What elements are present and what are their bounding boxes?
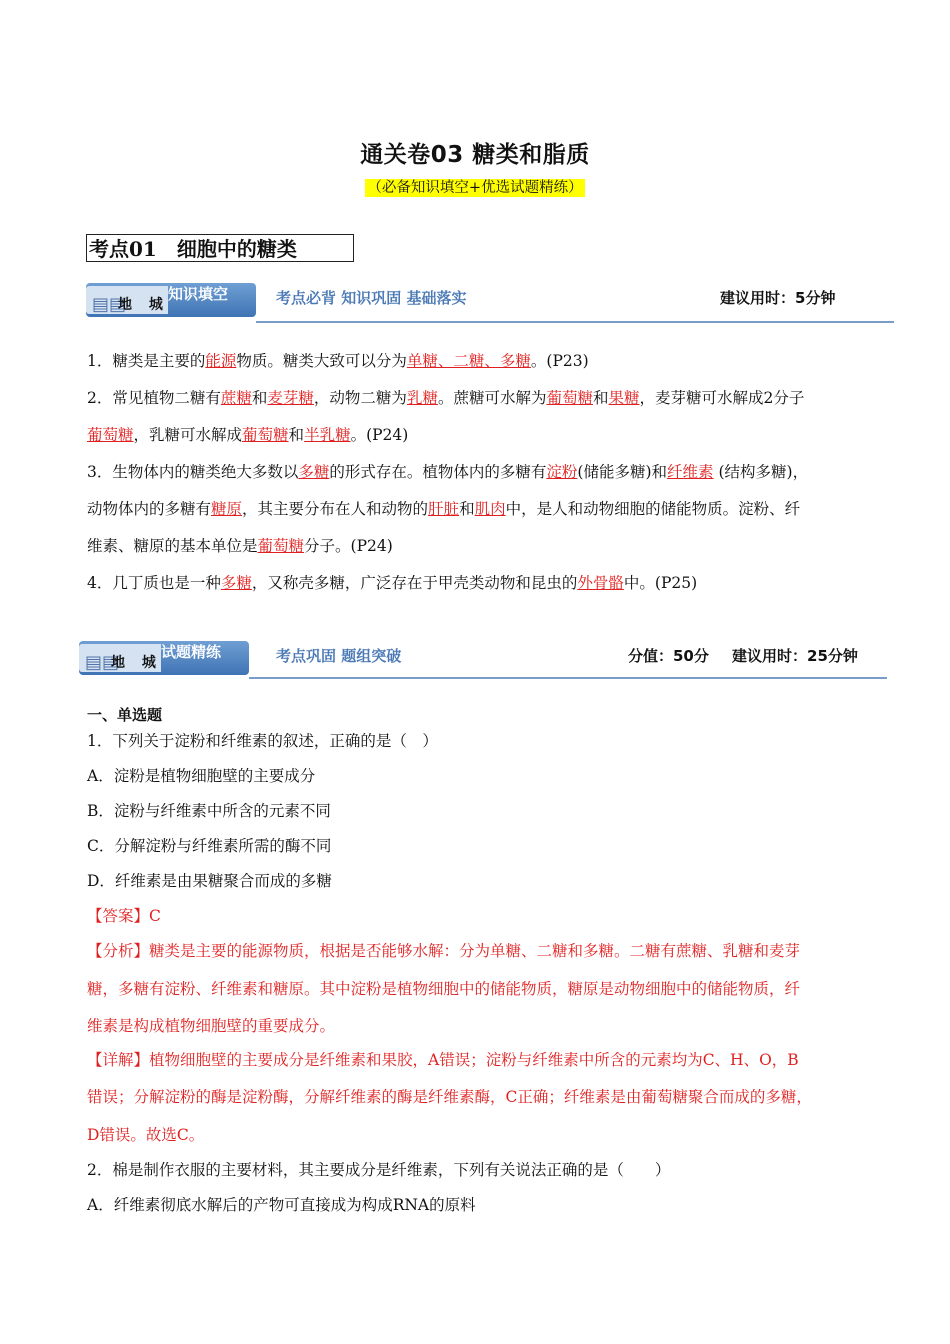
blank-answer: 单糖、二糖、多糖 — [406, 352, 531, 370]
question-1-option-a: A．淀粉是植物细胞壁的主要成分 — [87, 767, 316, 785]
question-1-option-d: D．纤维素是由果糖聚合而成的多糖 — [87, 872, 332, 890]
item-text: 分子。(P24) — [304, 537, 393, 555]
banner-tab-label: 知识填空 — [168, 285, 229, 303]
detail-line: 【详解】植物细胞壁的主要成分是纤维素和果胶，A错误；淀粉与纤维素中所含的元素均为C、H、O，B — [87, 1051, 799, 1069]
item-text: 1．糖类是主要的 — [87, 352, 206, 370]
item-text: ，动物二糖为 — [313, 389, 407, 407]
blank-answer: 乳糖 — [406, 389, 438, 407]
banner-tab-label: 试题精练 — [161, 643, 222, 661]
item-text: 3．生物体内的糖类绝大多数以 — [87, 463, 299, 481]
blank-answer: 葡萄糖 — [242, 426, 289, 444]
blank-answer: 肝脏 — [428, 500, 460, 518]
blank-answer: 外骨骼 — [577, 574, 624, 592]
item-text: 动物体内的多糖有 — [87, 500, 212, 518]
banner-slogan: 考点必背 知识巩固 基础落实 — [276, 289, 467, 307]
blank-answer: 半乳糖 — [304, 426, 351, 444]
blank-answer: 淀粉 — [546, 463, 578, 481]
banner-slogan: 考点巩固 题组突破 — [276, 647, 402, 665]
item-text: ，麦芽糖可水解成2分子 — [639, 389, 805, 407]
blank-answer: 葡萄糖 — [546, 389, 593, 407]
blank-answer: 能源 — [205, 352, 237, 370]
item-text: 。(P23) — [530, 352, 589, 370]
book-icon: ▤▤ — [92, 294, 127, 315]
banner-time: 建议用时：25分钟 — [732, 647, 858, 665]
page-subtitle: （必备知识填空+优选试题精练） — [367, 180, 583, 196]
book-icon: ▤▤ — [85, 652, 120, 673]
banner-time: 建议用时：5分钟 — [720, 289, 836, 307]
section-banner-practice — [79, 641, 889, 677]
item-text: 物质。糖类大致可以分为 — [236, 352, 407, 370]
blank-answer: 肌肉 — [474, 500, 506, 518]
item-text: ，乳糖可水解成 — [133, 426, 243, 444]
item-text: 的形式存在。植物体内的多糖有 — [329, 463, 547, 481]
item-text: ，又称壳多糖，广泛存在于甲壳类动物和昆虫的 — [251, 574, 578, 592]
blank-answer: 葡萄糖 — [87, 426, 134, 444]
question-1-answer: 【答案】C — [87, 907, 161, 925]
blank-answer: 葡萄糖 — [257, 537, 305, 555]
fill-item-3 — [87, 454, 867, 565]
blank-answer: 蔗糖 — [220, 389, 252, 407]
item-text: ，其主要分布在人和动物的 — [242, 500, 429, 518]
fill-item-1 — [87, 343, 867, 380]
item-text: 中。(P25) — [623, 574, 698, 592]
question-1-option-b: B．淀粉与纤维素中所含的元素不同 — [87, 802, 331, 820]
blank-answer: 多糖 — [220, 574, 252, 592]
item-text: 。蔗糖可水解为 — [437, 389, 547, 407]
item-text: 和 — [288, 426, 305, 444]
page-title: 通关卷03 糖类和脂质 — [360, 142, 590, 168]
item-text: 和 — [592, 389, 609, 407]
item-text: 和 — [459, 500, 475, 518]
part-title: 一、单选题 — [87, 706, 163, 724]
item-text: 和 — [251, 389, 268, 407]
blank-answer: 糖原 — [211, 500, 243, 518]
knowledge-fill-list — [87, 343, 867, 602]
analysis-line: 糖，多糖有淀粉、纤维素和糖原。其中淀粉是植物细胞中的储能物质，糖原是动物细胞中的储能物质，纤 — [87, 980, 801, 998]
banner-score: 分值：50分 — [628, 647, 709, 665]
section-banner-fill — [86, 283, 896, 319]
item-text: (储能多糖)和 — [577, 463, 668, 481]
detail-line: D错误。故选C。 — [87, 1126, 205, 1144]
blank-answer: 麦芽糖 — [267, 389, 314, 407]
section-heading: 考点01 细胞中的糖类 — [86, 234, 354, 262]
question-1-option-c: C．分解淀粉与纤维素所需的酶不同 — [87, 837, 332, 855]
blank-answer: 果糖 — [608, 389, 640, 407]
item-text: (结构多糖)， — [713, 463, 809, 481]
item-text: 2．常见植物二糖有 — [87, 389, 221, 407]
item-text: 。(P24) — [350, 426, 409, 444]
analysis-line: 维素是构成植物细胞壁的重要成分。 — [87, 1017, 336, 1035]
banner-logo-text: 地 城 — [111, 655, 162, 671]
question-1-stem: 1．下列关于淀粉和纤维素的叙述，正确的是（ ） — [87, 732, 438, 750]
question-2-option-a: A．纤维素彻底水解后的产物可直接成为构成RNA的原料 — [87, 1196, 476, 1214]
blank-answer: 纤维素 — [667, 463, 714, 481]
blank-answer: 多糖 — [298, 463, 330, 481]
detail-line: 错误；分解淀粉的酶是淀粉酶，分解纤维素的酶是纤维素酶，C正确；纤维素是由葡萄糖聚合而成的多糖， — [87, 1088, 812, 1106]
item-text: 中，是人和动物细胞的储能物质。淀粉、纤 — [505, 500, 801, 518]
item-text: 维素、糖原的基本单位是 — [87, 537, 258, 555]
banner-logo-text: 地 城 — [118, 297, 169, 313]
question-2-stem: 2．棉是制作衣服的主要材料，其主要成分是纤维素，下列有关说法正确的是（ ） — [87, 1161, 671, 1179]
fill-item-4 — [87, 565, 867, 602]
analysis-line: 【分析】糖类是主要的能源物质，根据是否能够水解：分为单糖、二糖和多糖。二糖有蔗糖、乳糖和麦芽 — [87, 942, 801, 960]
fill-item-2 — [87, 380, 867, 454]
item-text: 4．几丁质也是一种 — [87, 574, 221, 592]
